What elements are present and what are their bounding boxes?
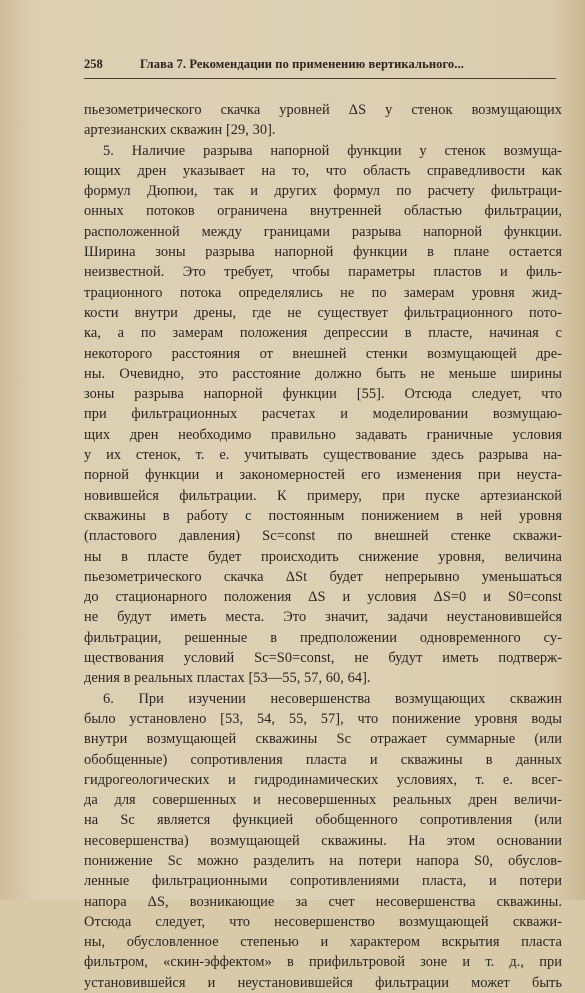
- text-line: на Sc является функцией обобщенного сопротивления (или: [84, 812, 562, 829]
- text-line: щих дрен необходимо правильно задавать граничные условия: [84, 426, 562, 443]
- text-line: гидрогеологических и гидродинамических условиях, т. е. всег-: [84, 771, 562, 788]
- body-text: [84, 100, 562, 991]
- text-line: до стационарного положения ΔS и условия ΔS=0 и S0=const: [84, 589, 562, 606]
- page-number: 258: [84, 57, 103, 71]
- text-line: дения в реальных пластах [53—55, 57, 60, 64].: [84, 670, 371, 687]
- text-line: понижение Sc можно разделить на потери напора S0, обуслов-: [84, 852, 562, 869]
- text-line: онных потоков ограничена внутренней областью фильтрации,: [84, 203, 562, 220]
- text-line: фильтром, «скин-эффектом» в прифильтровой зоне и т. д., при: [84, 954, 562, 971]
- text-line: ленные фильтрационными сопротивлениями пласта, и потери: [84, 873, 562, 890]
- text-line: да для совершенных и несовершенных реальных дрен величи-: [84, 792, 562, 809]
- text-line: фильтрации, решенные в предположении одновременного су-: [84, 629, 562, 646]
- text-line: ны, обусловленное степенью и характером вскрытия пласта: [84, 934, 562, 951]
- text-line: кости внутри дрены, где не существует фильтрационного пото-: [84, 304, 562, 321]
- header-rule: [84, 78, 556, 79]
- running-head: Глава 7. Рекомендации по применению вертикального...: [140, 57, 464, 71]
- page-header: [84, 57, 546, 75]
- text-line: ны. Очевидно, это расстояние должно быть не меньше ширины: [84, 365, 562, 382]
- text-line: ны в пласте будет происходить снижение уровня, величина: [84, 548, 562, 565]
- text-line: напора ΔS, возникающие за счет несовершенства скважины.: [84, 893, 562, 910]
- text-line: некоторого расстояния от внешней стенки возмущающей дре-: [84, 345, 562, 362]
- text-line: несовершенства) возмущающей скважины. На этом основании: [84, 832, 562, 849]
- text-line: (пластового давления) Sc=const по внешней стенке скважи-: [84, 528, 562, 545]
- text-line: пьезометрического скачка ΔSt будет непрерывно уменьшаться: [84, 568, 562, 585]
- text-line: новившейся фильтрации. К примеру, при пуске артезианской: [84, 487, 562, 504]
- text-line: артезианских скважин [29, 30].: [84, 122, 276, 139]
- text-line: не будут иметь места. Это значит, задачи неустановившейся: [84, 609, 562, 626]
- text-line: внутри возмущающей скважины Sc отражает суммарные (или: [84, 731, 562, 748]
- text-line: пьезометрического скачка уровней ΔS у стенок возмущающих: [84, 102, 562, 118]
- text-line: скважины в работу с постоянным понижением в ней уровня: [84, 507, 562, 524]
- text-line: ка, а по замерам положения депрессии в пласте, начиная с: [84, 325, 562, 342]
- text-line: трационного потока определялись не по замерам уровня жид-: [84, 284, 562, 301]
- text-line: порной функции и закономерностей его изменения при неуста-: [84, 467, 562, 484]
- text-line: ющих дрен указывает на то, что область справедливости как: [84, 162, 562, 179]
- text-line: установившейся и неустановившейся фильтрации может быть: [84, 974, 562, 991]
- text-line: у их стенок, т. е. учитывать существование здесь разрыва на-: [84, 447, 562, 464]
- text-line: расположенной между границами разрыва напорной функции.: [84, 223, 562, 240]
- text-line: было установлено [53, 54, 55, 57], что понижение уровня воды: [84, 710, 562, 727]
- text-line: формул Дюпюи, так и других формул по расчету фильтраци-: [84, 183, 562, 200]
- text-line: обобщенные) сопротивления пласта и скважины в данных: [84, 751, 562, 768]
- text-line: 5. Наличие разрыва напорной функции у стенок возмуща-: [103, 142, 562, 159]
- text-line: при фильтрационных расчетах и моделировании возмущаю-: [84, 406, 562, 423]
- text-line: ществования условий Sc=S0=const, не будут иметь подтверж-: [84, 650, 562, 667]
- text-line: неизвестной. Это требует, чтобы параметры пластов и филь-: [84, 264, 562, 281]
- text-line: Отсюда следует, что несовершенство возмущающей скважи-: [84, 913, 562, 930]
- text-line: Ширина зоны разрыва напорной функции в плане остается: [84, 244, 562, 261]
- text-line: 6. При изучении несовершенства возмущающих скважин: [103, 690, 562, 707]
- text-line: зоны разрыва напорной функции [55]. Отсюда следует, что: [84, 386, 562, 403]
